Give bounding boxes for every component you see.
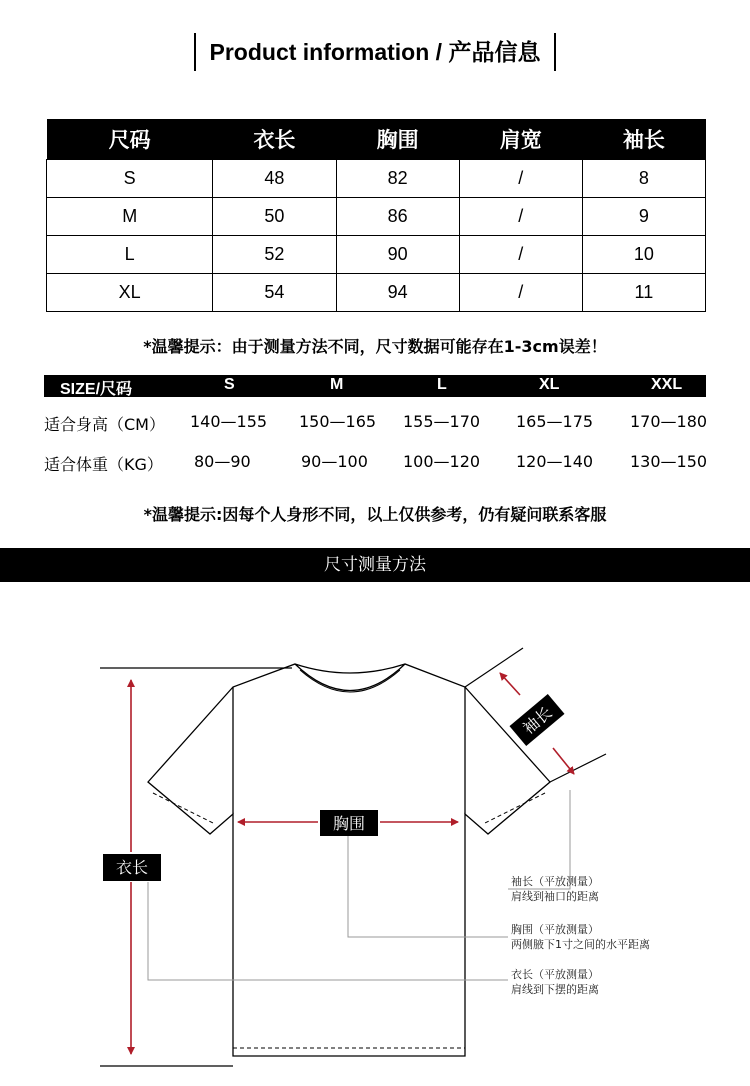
cell-sleeve: 10 [582,235,705,273]
size-table-header [47,119,706,159]
tshirt-measure-diagram [0,582,750,1086]
cell-shoulder: / [459,235,582,273]
note-length-desc: 肩线到下摆的距离 [511,983,599,996]
measurement-tip: *温馨提示：由于测量方法不同，尺寸数据可能存在1-3cm误差！ [143,337,607,356]
table-row [47,273,706,311]
cell-chest: 90 [336,235,459,273]
header-chest: 胸围 [336,119,459,159]
title-english: Product information / [209,39,449,65]
title-block [0,33,750,71]
fit-weight-s: 80—90 [194,452,251,471]
fit-height-xxl: 170—180 [630,412,708,431]
title-chinese: 产品信息 [448,40,541,66]
fit-height-m: 150—165 [299,412,377,431]
fit-weight-m: 90—100 [301,452,368,471]
cell-chest: 94 [336,273,459,311]
sleeve-label-text: 袖长 [518,702,556,738]
measure-arrows [131,673,574,1054]
measurement-method-title: 尺寸测量方法 [0,548,750,582]
fit-header-m: M [330,376,344,393]
fit-header-label: SIZE/尺码 [60,381,133,398]
cell-size: L [47,235,213,273]
table-row [47,159,706,197]
cell-sleeve: 9 [582,197,705,235]
fit-height-xl: 165—175 [516,412,594,431]
cell-chest: 86 [336,197,459,235]
fit-header-s: S [224,376,235,393]
fit-weight-label: 适合体重（KG） [44,455,163,474]
cell-length: 52 [213,235,336,273]
header-length: 衣长 [213,119,336,159]
chest-label-text: 胸围 [332,814,366,833]
fit-weight-row [0,452,750,476]
length-label-text: 衣长 [115,858,149,877]
fit-weight-xxl: 130—150 [630,452,708,471]
note-chest-title: 胸围（平放测量） [511,923,599,936]
fit-weight-xl: 120—140 [516,452,594,471]
cell-length: 54 [213,273,336,311]
cell-shoulder: / [459,273,582,311]
cell-shoulder: / [459,197,582,235]
cell-shoulder: / [459,159,582,197]
note-sleeve-desc: 肩线到袖口的距离 [511,890,599,903]
cell-size: S [47,159,213,197]
table-row [47,197,706,235]
table-row [47,235,706,273]
cell-sleeve: 8 [582,159,705,197]
notes [511,874,650,996]
length-label [103,854,161,881]
fit-weight-l: 100—120 [403,452,481,471]
size-table [46,119,706,312]
note-sleeve-title: 袖长（平放测量） [511,875,599,888]
tshirt-outline [148,664,550,1056]
header-shoulder: 肩宽 [459,119,582,159]
fit-header-xxl: XXL [651,376,683,393]
cell-sleeve: 11 [582,273,705,311]
fit-height-s: 140—155 [190,412,268,431]
reference-tip: *温馨提示:因每个人身形不同，以上仅供参考，仍有疑问联系客服 [143,505,607,524]
header-size: 尺码 [47,119,213,159]
fit-header-l: L [437,376,447,393]
cell-chest: 82 [336,159,459,197]
cell-length: 48 [213,159,336,197]
cell-size: XL [47,273,213,311]
cell-length: 50 [213,197,336,235]
fit-height-row [0,412,750,436]
sleeve-label [509,694,564,746]
fit-header-xl: XL [539,376,560,393]
note-chest-desc: 两侧腋下1寸之间的水平距离 [511,938,650,951]
header-sleeve: 袖长 [582,119,705,159]
note-length-title: 衣长（平放测量） [511,968,599,981]
page-title [194,33,557,71]
fit-height-l: 155—170 [403,412,481,431]
cell-size: M [47,197,213,235]
chest-label [320,810,378,836]
fit-height-label: 适合身高（CM） [44,415,165,434]
fit-table-header [44,375,706,397]
